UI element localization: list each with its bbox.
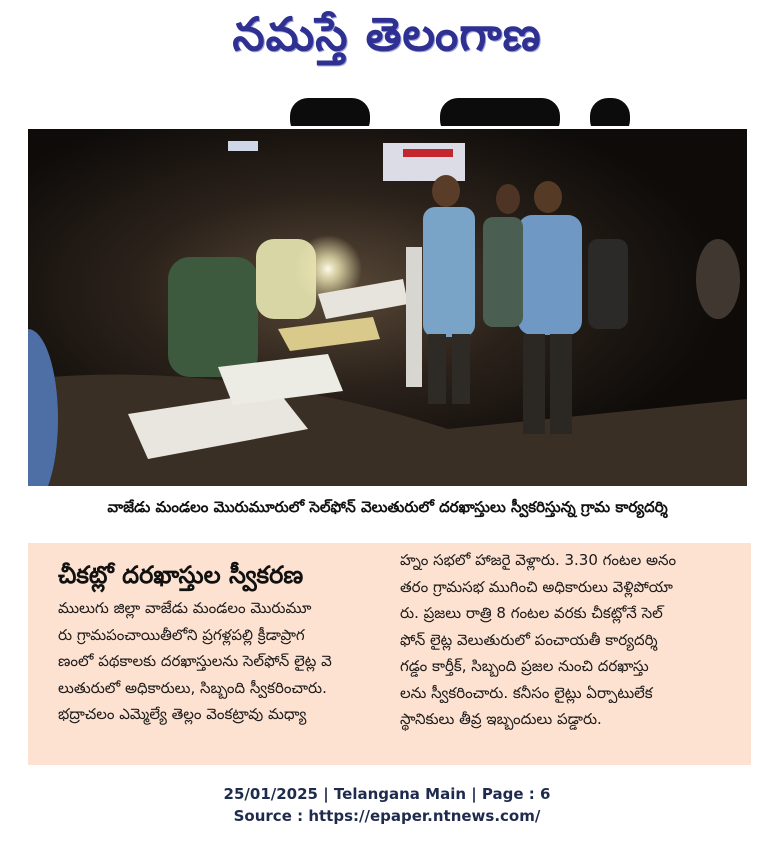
article-line: భద్రాచలం ఎమ్మెల్యే తెల్లం వెంకట్రావు మధ్యా [58,705,307,723]
article-line: తరం గ్రామసభ ముగించి అధికారులు వెళ్లిపోయా [400,577,673,596]
news-article [28,543,751,765]
night-scene-illustration [28,129,747,486]
article-line: రు గ్రామపంచాయితీలోని ప్రగళ్లపల్లి క్రీడాప్రాగ [58,625,305,644]
article-line: ఫోన్ లైట్ల వెలుతురులో పంచాయతీ కార్యదర్శి [400,630,658,649]
newspaper-logo: నమస్తే తెలంగాణ [232,7,542,61]
article-column-right [400,547,740,733]
news-photo [28,129,747,486]
edition-info: 25/01/2025 | Telangana Main | Page : 6 [223,785,551,803]
article-line: హ్నం సభలో హాజరై వెళ్లారు. 3.30 గంటల అనం [400,551,677,569]
article-line: ణంలో పథకాలకు దరఖాస్తులను సెల్‌ఫోన్ లైట్ల వె [58,652,332,670]
article-line: రు. ప్రజలు రాత్రి 8 గంటల వరకు చీకట్లోనే సెల్ [400,604,663,622]
article-line: లుతురులో అధికారులు, సిబ్బంది స్వీకరించారు. [58,678,327,697]
source-link[interactable]: Source : https://epaper.ntnews.com/ [233,807,541,825]
article-line: లను స్వీకరించారు. కనీసం లైట్లు ఏర్పాటులేక [400,683,653,702]
masthead [0,0,774,80]
article-headline: చీకట్లో దరఖాస్తుల స్వీకరణ [58,561,304,589]
article-line: స్థానికులు తీవ్ర ఇబ్బందులు పడ్డారు. [400,710,602,728]
edition-footer [0,783,774,827]
previous-headline-fragment [290,92,650,126]
article-column-left [58,595,380,728]
article-line: గడ్డం కార్తీక్, సిబ్బంది ప్రజల నుంచి దరఖాస్తు [400,657,649,675]
photo-caption: వాజేడు మండలం మొరుమూరులో సెల్‌ఫోన్ వెలుతురులో దరఖాస్తులు స్వీకరిస్తున్న గ్రామ కార్యదర్శి [107,498,668,516]
article-line: ములుగు జిల్లా వాజేడు మండలం మొరుమూ [58,599,312,617]
